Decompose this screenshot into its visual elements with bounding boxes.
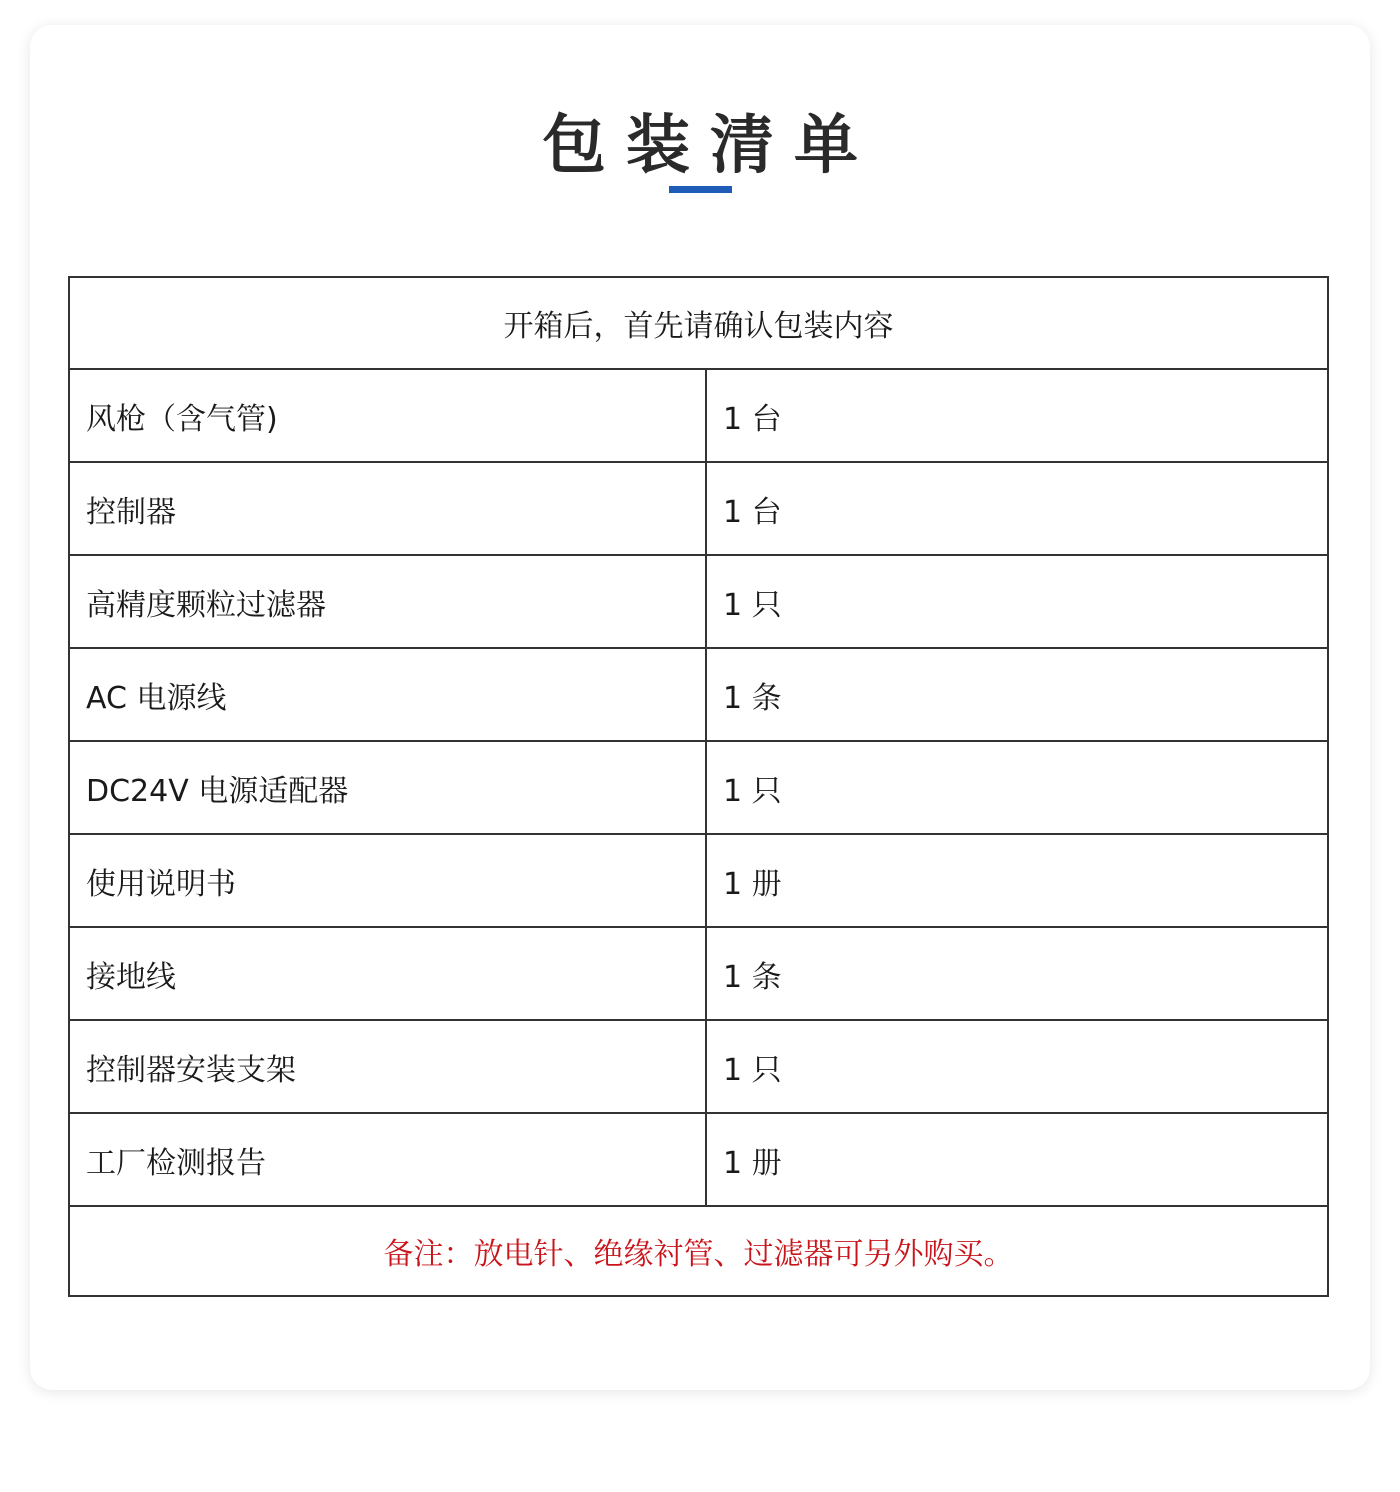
item-name: 接地线 bbox=[69, 927, 706, 1020]
table-note-row bbox=[69, 1206, 1328, 1296]
table-row bbox=[69, 1020, 1328, 1113]
item-name: AC 电源线 bbox=[69, 648, 706, 741]
item-name: DC24V 电源适配器 bbox=[69, 741, 706, 834]
item-name: 高精度颗粒过滤器 bbox=[69, 555, 706, 648]
table-row bbox=[69, 369, 1328, 462]
table-row bbox=[69, 927, 1328, 1020]
item-quantity: 1 只 bbox=[706, 741, 1328, 834]
table-row bbox=[69, 462, 1328, 555]
item-name: 控制器安装支架 bbox=[69, 1020, 706, 1113]
item-name: 工厂检测报告 bbox=[69, 1113, 706, 1206]
item-quantity: 1 台 bbox=[706, 462, 1328, 555]
intro-text: 开箱后，首先请确认包装内容 bbox=[69, 277, 1328, 369]
item-quantity: 1 只 bbox=[706, 555, 1328, 648]
item-quantity: 1 册 bbox=[706, 834, 1328, 927]
page-title: 包装清单 bbox=[542, 109, 878, 183]
item-name: 风枪（含气管) bbox=[69, 369, 706, 462]
table-row bbox=[69, 741, 1328, 834]
table-row bbox=[69, 555, 1328, 648]
table-header-row bbox=[69, 277, 1328, 369]
item-name: 控制器 bbox=[69, 462, 706, 555]
purchase-note: 备注：放电针、绝缘衬管、过滤器可另外购买。 bbox=[69, 1206, 1328, 1296]
item-quantity: 1 只 bbox=[706, 1020, 1328, 1113]
item-quantity: 1 台 bbox=[706, 369, 1328, 462]
title-underline bbox=[669, 186, 732, 193]
table-row bbox=[69, 1113, 1328, 1206]
packing-list-table bbox=[68, 276, 1329, 1297]
item-quantity: 1 册 bbox=[706, 1113, 1328, 1206]
item-quantity: 1 条 bbox=[706, 648, 1328, 741]
item-quantity: 1 条 bbox=[706, 927, 1328, 1020]
table-row bbox=[69, 648, 1328, 741]
table-row bbox=[69, 834, 1328, 927]
item-name: 使用说明书 bbox=[69, 834, 706, 927]
